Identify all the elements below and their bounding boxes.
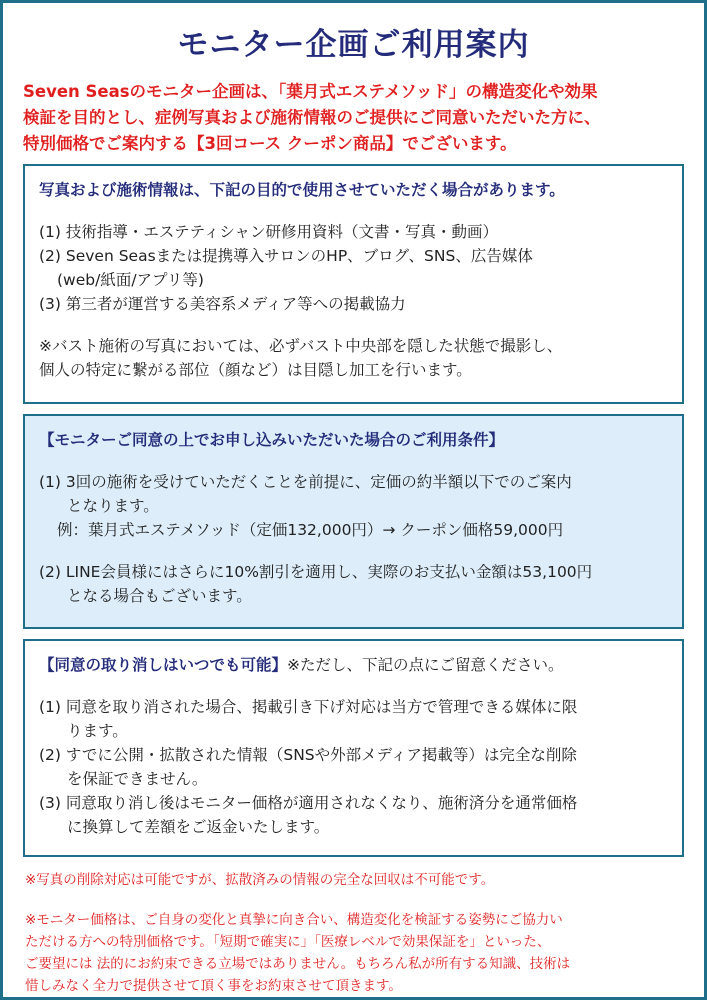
- purpose-note-line: ※バスト施術の写真においては、必ずバスト中央部を隠した状態で撮影し、: [39, 337, 563, 355]
- purpose-note-line: 個人の特定に繋がる部位（顔など）は目隠し加工を行います。: [39, 361, 472, 379]
- condition-item-continuation: となる場合もございます。: [67, 587, 252, 605]
- condition-item: (1) 3回の施術を受けていただくことを前提に、定価の約半額以下でのご案内: [39, 473, 572, 491]
- price-footnote: [25, 909, 686, 997]
- withdrawal-heading-note: ※ただし、下記の点にご留意ください。: [287, 656, 564, 674]
- purpose-item: (2) Seven Seasまたは提携導入サロンのHP、ブログ、SNS、広告媒体: [39, 247, 533, 265]
- intro-text: [23, 79, 686, 157]
- intro-line: Seven Seasのモニター企画は、「葉月式エステメソッド」の構造変化や効果: [23, 82, 598, 101]
- withdrawal-item: (1) 同意を取り消された場合、掲載引き下げ対応は当方で管理できる媒体に限: [39, 698, 578, 716]
- withdrawal-item: (2) すでに公開・拡散された情報（SNSや外部メディア掲載等）は完全な削除: [39, 746, 577, 764]
- price-footnote-line: ただける方への特別価格です。「短期で確実に」「医療レベルで効果保証を」といった、: [25, 934, 551, 950]
- condition-item: (2) LINE会員様にはさらに10%割引を適用し、実際のお支払い金額は53,100円: [39, 563, 593, 581]
- price-footnote-line: ※モニター価格は、ご自身の変化と真摯に向き合い、構造変化を検証する姿勢にご協力い: [25, 912, 563, 928]
- intro-line: 検証を目的とし、症例写真および施術情報のご提供にご同意いただいた方に、: [23, 108, 601, 127]
- purpose-item: (1) 技術指導・エステティシャン研修用資料（文書・写真・動画）: [39, 223, 499, 241]
- withdrawal-item: (3) 同意取り消し後はモニター価格が適用されなくなり、施術済分を通常価格: [39, 794, 578, 812]
- price-footnote-line: 惜しみなく全力で提供させて頂く事をお約束させて頂きます。: [25, 978, 402, 994]
- conditions-heading: 【モニターご同意の上でお申し込みいただいた場合のご利用条件】: [39, 431, 505, 449]
- withdrawal-item-continuation: を保証できません。: [67, 770, 208, 788]
- purpose-item-continuation: (web/紙面/アプリ等): [57, 271, 204, 289]
- purpose-heading: 写真および施術情報は、下記の目的で使用させていただく場合があります。: [39, 181, 565, 199]
- price-footnote-line: ご要望には 法的にお約束できる立場ではありません。もちろん私が所有する知識、技術は: [25, 956, 571, 972]
- condition-item-continuation: となります。: [67, 497, 159, 515]
- intro-line: 特別価格でご案内する【3回コース クーポン商品】でございます。: [23, 134, 517, 153]
- withdrawal-heading-row: [39, 653, 668, 677]
- purpose-box: [23, 164, 684, 404]
- purpose-item: (3) 第三者が運営する美容系メディア等への掲載協力: [39, 295, 406, 313]
- withdrawal-heading: 【同意の取り消しはいつでも可能】: [39, 656, 288, 674]
- deletion-footnote: ※写真の削除対応は可能ですが、拡散済みの情報の完全な回収は不可能です。: [25, 872, 495, 888]
- page-title: モニター企画ご利用案内: [177, 27, 530, 63]
- withdrawal-item-continuation: に換算して差額をご返金いたします。: [67, 818, 330, 836]
- withdrawal-item-continuation: ります。: [67, 722, 128, 740]
- condition-example: 例：葉月式エステメソッド（定価132,000円）→ クーポン価格59,000円: [57, 521, 564, 539]
- conditions-box: [23, 414, 684, 629]
- withdrawal-box: [23, 639, 684, 857]
